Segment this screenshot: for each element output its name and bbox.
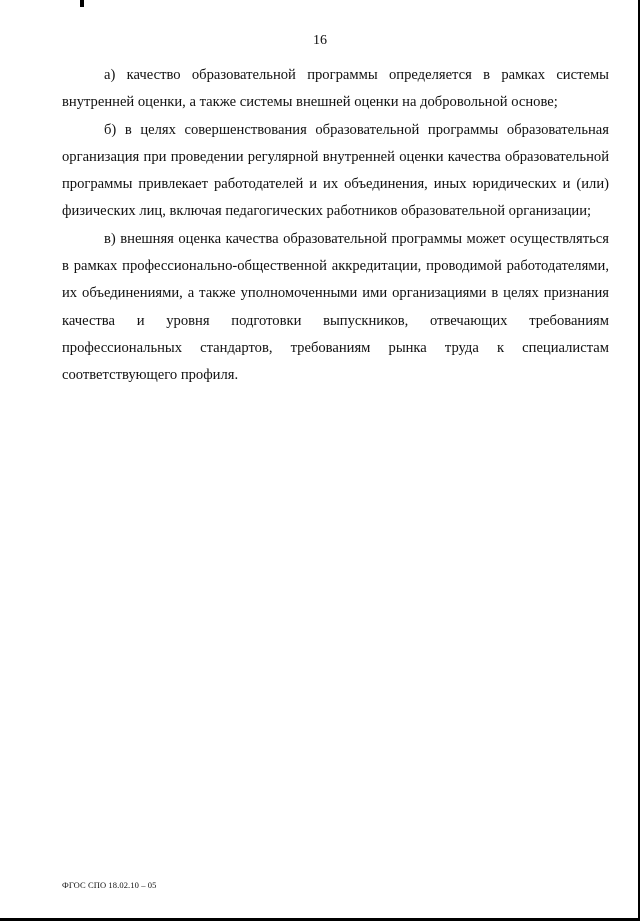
paragraph-c: в) внешняя оценка качества образовательной программы может осуществляться в рамках профессионально-общественной аккредитации, проводимой работодателями, их объединениями, а также уполномоченными ими организациями в целях признания качества и уровня подготовки выпускников, отвечающих требованиям профессиональных стандартов, требованиям рынка труда к специалистам соответствующего профиля.: [62, 230, 609, 384]
paragraph-a: а) качество образовательной программы определяется в рамках системы внутренней оценки, а также системы внешней оценки на добровольной основе;: [62, 67, 609, 111]
body-text: [62, 62, 609, 390]
scan-mark: [80, 0, 84, 7]
paragraph-b: б) в целях совершенствования образовательной программы образовательная организация при проведении регулярной внутренней оценки качества образовательной программы привлекает работодателей и их объединения, иных юридических и (или) физических лиц, включая педагогических работников образовательной организации;: [62, 121, 609, 220]
footer-document-code: ФГОС СПО 18.02.10 – 05: [62, 880, 157, 890]
page-number: 16: [313, 33, 327, 48]
